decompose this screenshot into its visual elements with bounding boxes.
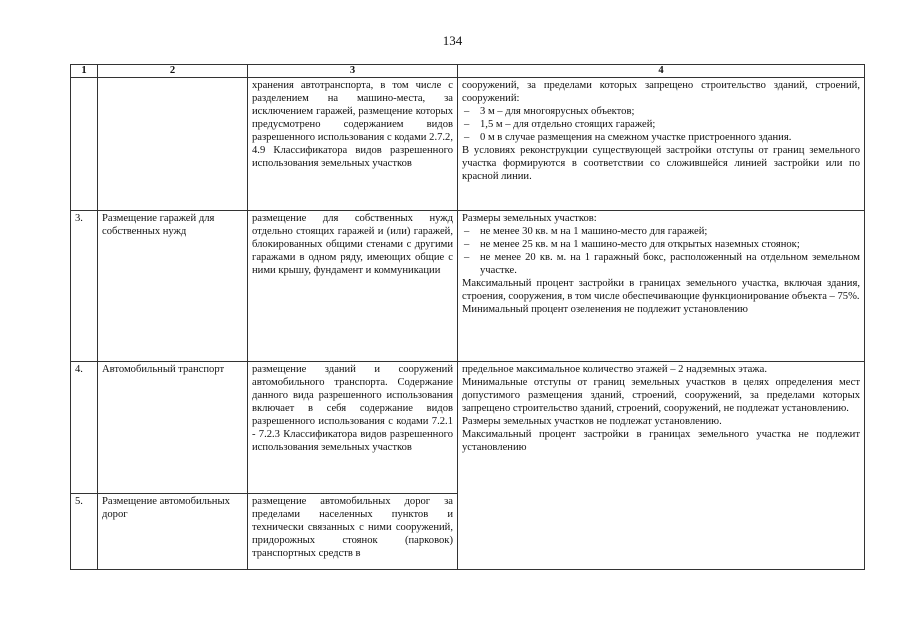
parameter-paragraph: Максимальный процент застройки в границах земельного участка не подлежит установлению [462,429,860,453]
dash-marker: – [464,119,470,130]
parameter-paragraph: Размеры земельных участков: [462,213,597,224]
row-number [71,78,98,211]
row-number: 5. [71,494,98,570]
dash-list-text: 3 м – для многоярусных объектов; [480,106,635,117]
row-parameters [458,362,865,570]
row-parameters [458,211,865,362]
dash-marker: – [464,252,470,263]
row-use-name: Автомобильный транспорт [98,362,248,494]
row-number: 4. [71,362,98,494]
dash-marker: – [464,132,470,143]
dash-list-item [462,118,860,131]
table-row [71,362,865,494]
regulations-table [70,64,865,570]
row-use-description: размещение для собственных нужд отдельно стоящих гаражей и (или) гаражей, блокированных общими стенами с другими гаражами в одном ряду, имеющих общие с ними крышу, фундамент и коммуникации [248,211,458,362]
row-parameters [458,78,865,211]
dash-list-text: не менее 30 кв. м на 1 машино-место для гаражей; [480,226,708,237]
dash-list-item [462,251,860,277]
dash-list-text: не менее 20 кв. м. на 1 гаражный бокс, расположенный на отдельном земельном участке. [480,252,860,276]
column-header-2: 2 [98,65,248,78]
parameter-paragraph: сооружений, за пределами которых запрещено строительство зданий, строений, сооружений: [462,80,860,104]
parameter-paragraph: Максимальный процент застройки в границах земельного участка, включая здания, строения, сооружения, в том числе обеспечивающие функционирование объекта – 75%. [462,278,860,302]
row-use-name: Размещение гаражей для собственных нужд [98,211,248,362]
table-row [71,211,865,362]
parameter-paragraph: Минимальные отступы от границ земельных участков в целях определения мест допустимого размещения зданий, строений, сооружений, за пределами которых запрещено строительство зданий, строений, сооружений, не подлежат установлению. [462,377,860,414]
column-header-4: 4 [458,65,865,78]
row-use-name [98,78,248,211]
dash-list-item [462,105,860,118]
dash-list-text: 0 м в случае размещения на смежном участке пристроенного здания. [480,132,792,143]
dash-list-text: не менее 25 кв. м на 1 машино-место для открытых наземных стоянок; [480,239,800,250]
dash-list-text: 1,5 м – для отдельно стоящих гаражей; [480,119,656,130]
column-header-3: 3 [248,65,458,78]
parameter-paragraph: Минимальный процент озеленения не подлежит установлению [462,304,748,315]
page-number: 134 [442,33,463,48]
parameter-paragraph: В условиях реконструкции существующей застройки отступы от границ земельного участка формируются в соответствии со сложившейся линией застройки или по красной линии. [462,145,860,182]
column-header-1: 1 [71,65,98,78]
table-row [71,78,865,211]
row-use-name: Размещение автомобильных дорог [98,494,248,570]
dash-marker: – [464,226,470,237]
row-use-description: размещение зданий и сооружений автомобильного транспорта. Содержание данного вида разрешенного использования включает в себя содержание видов разрешенного использования с кодами 7.2.1 - 7.2.3 Классификатора видов разрешенного использования земельных участков [248,362,458,494]
row-use-description: хранения автотранспорта, в том числе с разделением на машино-места, за исключением гаражей, размещение которых предусмотрено содержанием видов разрешенного использования с кодами 2.7.2, 4.9 Классификатора видов разрешенного использования земельных участков [248,78,458,211]
dash-marker: – [464,239,470,250]
parameter-paragraph: Размеры земельных участков не подлежат установлению. [462,416,722,427]
dash-marker: – [464,106,470,117]
table-header-row [71,65,865,78]
parameter-paragraph: предельное максимальное количество этажей – 2 надземных этажа. [462,364,767,375]
dash-list-item [462,131,860,144]
dash-list-item [462,225,860,238]
row-number: 3. [71,211,98,362]
row-use-description: размещение автомобильных дорог за пределами населенных пунктов и технически связанных с ними сооружений, придорожных стоянок (парковок) транспортных средств в [248,494,458,570]
dash-list-item [462,238,860,251]
